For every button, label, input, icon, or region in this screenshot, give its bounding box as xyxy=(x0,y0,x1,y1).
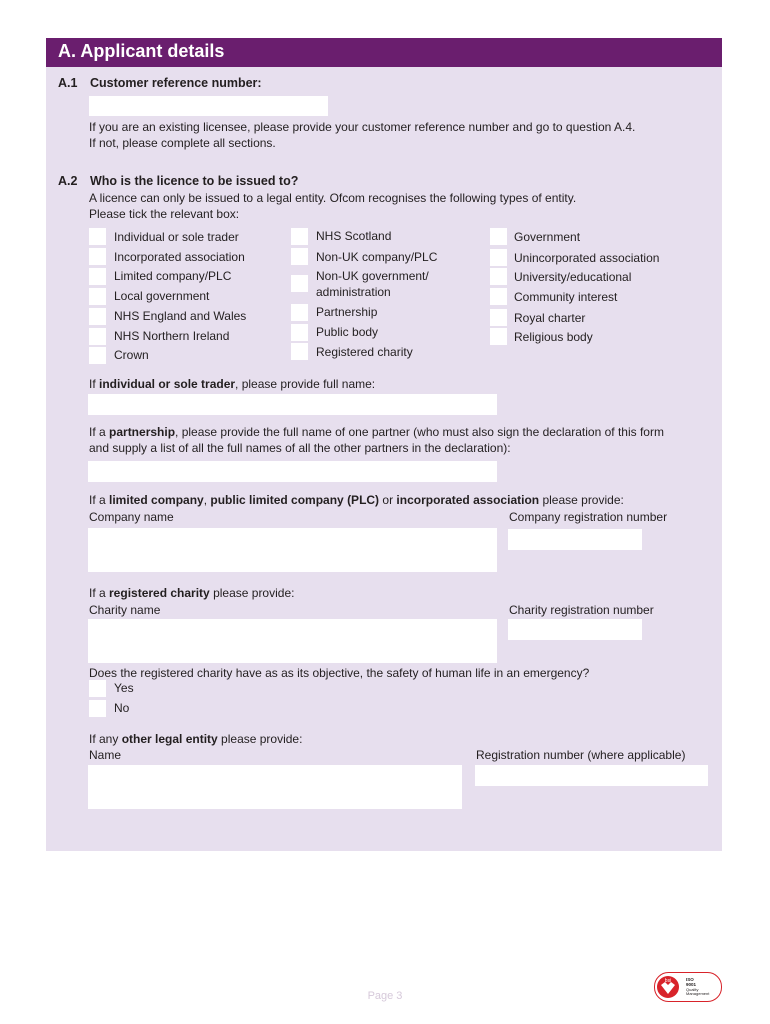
checkbox-individual-sole-trader[interactable] xyxy=(89,228,106,245)
a2-number: A.2 xyxy=(58,174,78,188)
label-partnership: Partnership xyxy=(316,305,378,319)
label-royal-charter: Royal charter xyxy=(514,311,586,325)
individual-instruction: If individual or sole trader, please provide full name: xyxy=(89,377,376,391)
label-religious-body: Religious body xyxy=(514,330,593,344)
checkbox-royal-charter[interactable] xyxy=(490,309,507,326)
a2-intro-line1: A licence can only be issued to a legal entity. Ofcom recognises the following types of entity. xyxy=(89,191,577,205)
label-nhs-northern-ireland: NHS Northern Ireland xyxy=(114,329,230,343)
a2-intro-line2: Please tick the relevant box: xyxy=(89,207,240,221)
company-name-input[interactable] xyxy=(88,528,497,572)
label-nhs-scotland: NHS Scotland xyxy=(316,229,392,243)
checkbox-religious-body[interactable] xyxy=(490,328,507,345)
a1-help-line2: If not, please complete all sections. xyxy=(89,136,276,150)
charity-question: Does the registered charity have as as its objective, the safety of human life in an emergency? xyxy=(89,666,590,680)
label-government: Government xyxy=(514,230,581,244)
label-incorporated-association: Incorporated association xyxy=(114,250,245,264)
checkbox-limited-company[interactable] xyxy=(89,268,106,285)
checkbox-nhs-scotland[interactable] xyxy=(291,228,308,245)
checkbox-registered-charity[interactable] xyxy=(291,343,308,360)
label-individual-sole-trader: Individual or sole trader xyxy=(114,230,239,244)
individual-full-name-input[interactable] xyxy=(88,394,497,415)
company-reg-label: Company registration number xyxy=(509,510,668,524)
label-charity-yes: Yes xyxy=(114,681,134,695)
label-charity-no: No xyxy=(114,701,130,715)
checkbox-nhs-england-wales[interactable] xyxy=(89,308,106,325)
section-title: A. Applicant details xyxy=(58,41,225,61)
charity-name-label: Charity name xyxy=(89,603,161,617)
svg-text:bsi: bsi xyxy=(664,978,672,984)
label-nhs-england-wales: NHS England and Wales xyxy=(114,309,247,323)
label-crown: Crown xyxy=(114,348,149,362)
svg-text:Quality: Quality xyxy=(686,987,699,992)
label-non-uk-company: Non-UK company/PLC xyxy=(316,250,438,264)
a1-number: A.1 xyxy=(58,76,78,90)
other-name-label: Name xyxy=(89,748,122,762)
other-registration-number-input[interactable] xyxy=(475,765,708,786)
a1-help-line1: If you are an existing licensee, please provide your customer reference number and go to question A.4. xyxy=(89,120,636,134)
company-registration-number-input[interactable] xyxy=(508,529,642,550)
customer-reference-input[interactable] xyxy=(89,96,328,116)
label-non-uk-government-line2: administration xyxy=(316,285,391,299)
checkbox-nhs-northern-ireland[interactable] xyxy=(89,328,106,345)
bsi-certification-logo xyxy=(654,972,722,1002)
label-university-educational: University/educational xyxy=(514,270,632,284)
checkbox-non-uk-government[interactable] xyxy=(291,275,308,292)
checkbox-government[interactable] xyxy=(490,228,507,245)
label-registered-charity: Registered charity xyxy=(316,345,413,359)
label-non-uk-government: Non-UK government/ xyxy=(316,269,429,283)
label-community-interest: Community interest xyxy=(514,290,618,304)
charity-instruction: If a registered charity please provide: xyxy=(89,586,295,600)
partner-name-input[interactable] xyxy=(88,461,497,482)
checkbox-partnership[interactable] xyxy=(291,304,308,321)
svg-text:ISO: ISO xyxy=(686,977,694,982)
checkbox-public-body[interactable] xyxy=(291,324,308,341)
label-limited-company: Limited company/PLC xyxy=(114,269,232,283)
company-name-label: Company name xyxy=(89,510,174,524)
other-entity-instruction: If any other legal entity please provide: xyxy=(89,732,303,746)
charity-reg-label: Charity registration number xyxy=(509,603,654,617)
page-number: Page 3 xyxy=(367,990,403,1002)
checkbox-local-government[interactable] xyxy=(89,288,106,305)
a2-label: Who is the licence to be issued to? xyxy=(90,174,299,188)
charity-name-input[interactable] xyxy=(88,619,497,663)
svg-text:9001: 9001 xyxy=(686,982,697,987)
other-reg-label: Registration number (where applicable) xyxy=(476,748,686,762)
partnership-instruction-line2: and supply a list of all the full names of all the other partners in the declaration): xyxy=(89,441,511,455)
checkbox-charity-no[interactable] xyxy=(89,700,106,717)
label-public-body: Public body xyxy=(316,325,379,339)
label-unincorporated-association: Unincorporated association xyxy=(514,251,660,265)
a1-label: Customer reference number: xyxy=(90,76,262,90)
checkbox-charity-yes[interactable] xyxy=(89,680,106,697)
checkbox-university-educational[interactable] xyxy=(490,268,507,285)
label-local-government: Local government xyxy=(114,289,210,303)
checkbox-community-interest[interactable] xyxy=(490,288,507,305)
other-name-input[interactable] xyxy=(88,765,462,809)
checkbox-unincorporated-association[interactable] xyxy=(490,249,507,266)
checkbox-crown[interactable] xyxy=(89,347,106,364)
company-instruction: If a limited company, public limited company (PLC) or incorporated association please provide: xyxy=(89,493,624,507)
checkbox-incorporated-association[interactable] xyxy=(89,248,106,265)
section-header xyxy=(46,38,722,67)
partnership-instruction: If a partnership, please provide the full name of one partner (who must also sign the declaration of this form xyxy=(89,425,664,439)
checkbox-non-uk-company[interactable] xyxy=(291,248,308,265)
charity-registration-number-input[interactable] xyxy=(508,619,642,640)
svg-text:Management: Management xyxy=(686,991,710,996)
